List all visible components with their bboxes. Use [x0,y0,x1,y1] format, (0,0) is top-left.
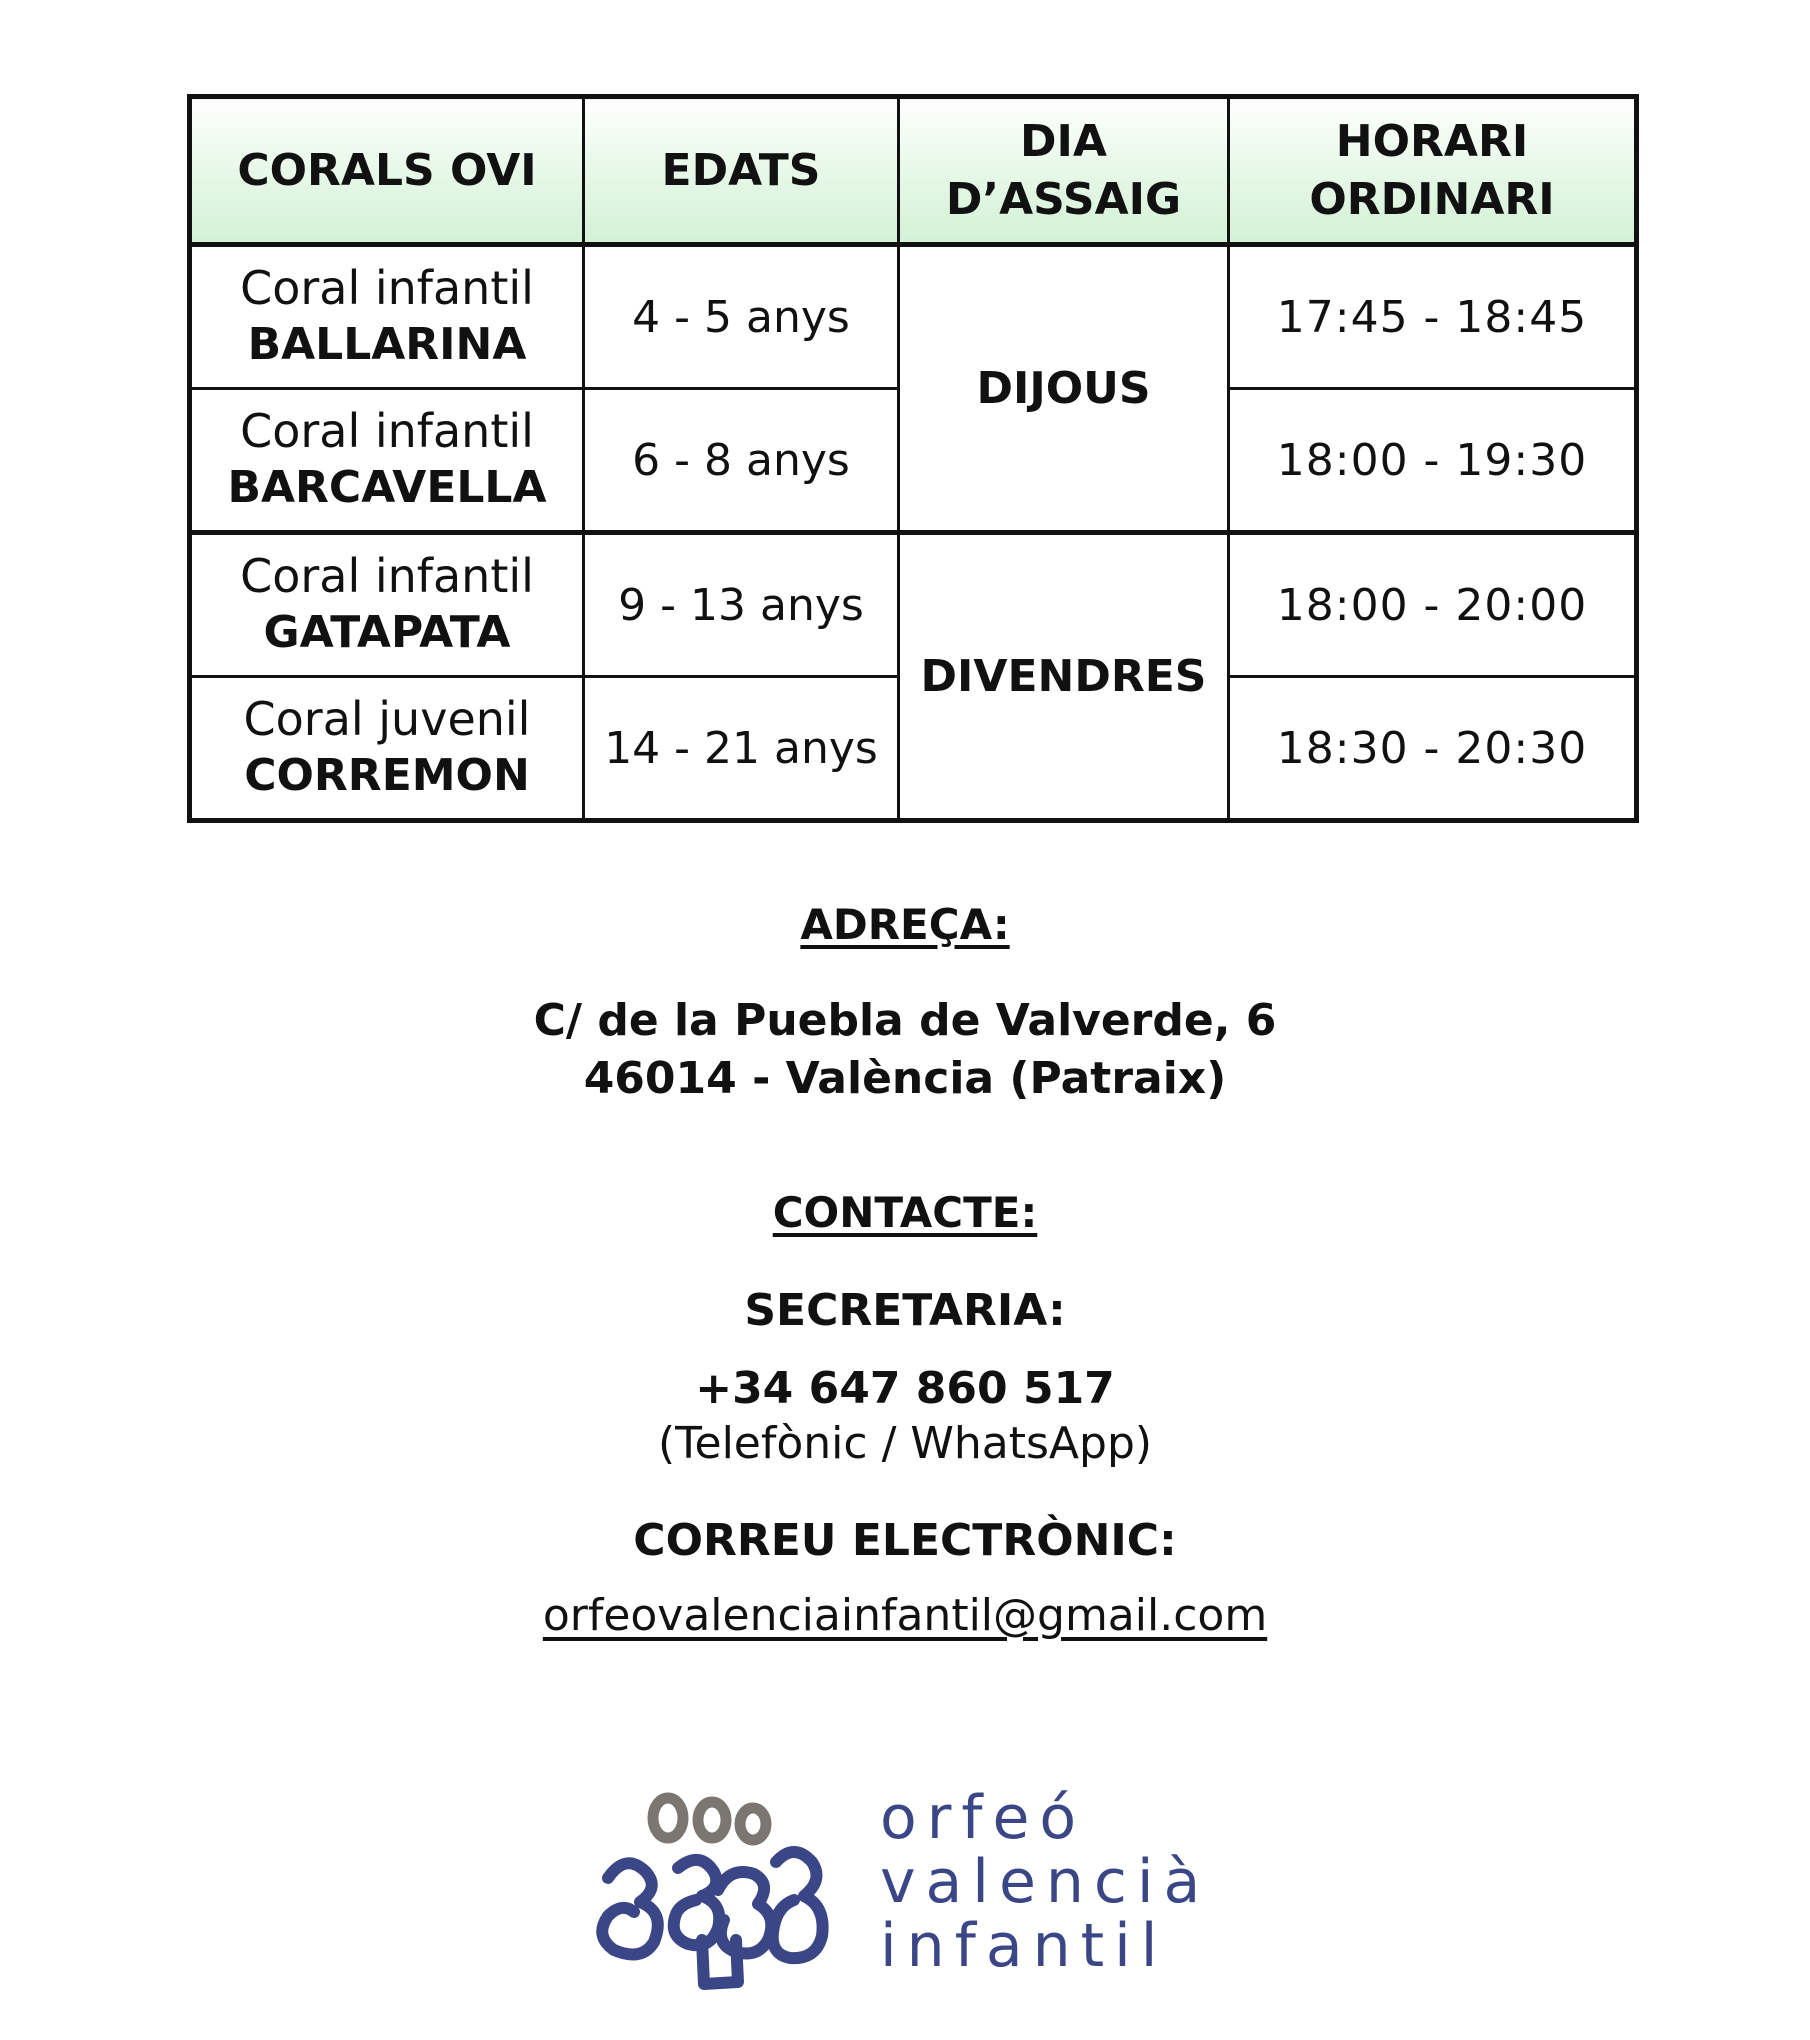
phone-note: (Telefònic / WhatsApp) [657,1418,1153,1469]
ages-cell: 14 - 21 anys [584,677,899,821]
schedule-table [187,94,1639,823]
header-choirs: CORALS OVI [190,97,584,245]
choir-cell: Coral infantil GATAPATA [190,533,584,677]
figure-icon [674,1860,720,1945]
header-row [190,97,1637,245]
address-line-1: C/ de la Puebla de Valverde, 6 [533,995,1277,1046]
header-ages: EDATS [584,97,899,245]
time-cell: 18:30 - 20:30 [1229,677,1637,821]
choir-cell: Coral infantil BARCAVELLA [190,389,584,533]
choir-cell: Coral infantil BALLARINA [190,245,584,389]
ages-cell: 6 - 8 anys [584,389,899,533]
ages-cell: 9 - 13 anys [584,533,899,677]
email-link[interactable]: orfeovalenciainfantil@gmail.com [542,1590,1268,1641]
day-cell: DIVENDRES [899,533,1229,821]
head-icon [740,1808,766,1840]
phone-number: +34 647 860 517 [695,1363,1115,1414]
secretary-label: SECRETARIA: [744,1285,1066,1336]
head-icon [653,1798,683,1838]
ages-cell: 4 - 5 anys [584,245,899,389]
table-row [190,245,1637,389]
header-schedule: HORARI ORDINARI [1229,97,1637,245]
contact-heading: CONTACTE: [772,1188,1038,1237]
choir-cell: Coral juvenil CORREMON [190,677,584,821]
time-cell: 18:00 - 19:30 [1229,389,1637,533]
figure-icon [773,1852,823,1958]
time-cell: 18:00 - 20:00 [1229,533,1637,677]
address-heading: ADREÇA: [800,900,1010,949]
day-cell: DIJOUS [899,245,1229,533]
figure-icon [602,1863,658,1954]
address-line-2: 46014 - València (Patraix) [583,1053,1227,1104]
head-icon [698,1802,726,1838]
table-row [190,533,1637,677]
time-cell: 17:45 - 18:45 [1229,245,1637,389]
email-label: CORREU ELECTRÒNIC: [633,1515,1177,1566]
figure-icon [718,1872,771,1954]
header-rehearsal-day: DIA D’ASSAIG [899,97,1229,245]
logo-wordmark: orfeó valencià infantil [880,1783,1211,1981]
